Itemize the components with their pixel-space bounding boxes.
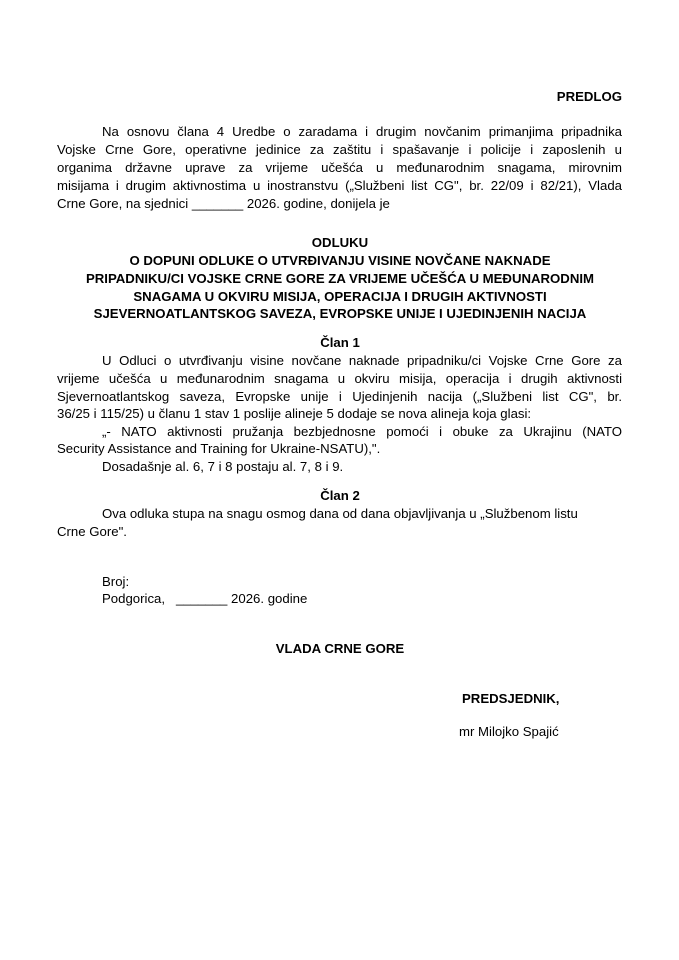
article-1-line: 36/25 i 115/25) u članu 1 stav 1 poslije alineje 5 dodaje se nova alineja koja glasi: [57,406,532,421]
article-1-line: Security Assistance and Training for Ukraine-NSATU),". [57,441,381,456]
proposal-label: PREDLOG [556,89,622,104]
preamble-line: organima državne uprave za vrijeme učešća u međunarodnim snagama, mirovnim [57,160,622,175]
preamble-line: Crne Gore, na sjednici _______ 2026. godine, donijela je [57,196,390,211]
government-signature: VLADA CRNE GORE [275,641,405,656]
number-label: Broj: [102,574,130,589]
article-1-line: „- NATO aktivnosti pružanja bezbjednosne pomoći i obuke za Ukrajinu (NATO [102,424,622,439]
article-1-line: Dosadašnje al. 6, 7 i 8 postaju al. 7, 8 i 9. [102,459,344,474]
preamble-line: Vojske Crne Gore, operativne jedinice za zaštitu i spašavanje i policije i zaposlenih u [57,142,622,157]
preamble-line: Na osnovu člana 4 Uredbe o zaradama i drugim novčanim primanjima pripadnika [102,124,622,139]
president-title: PREDSJEDNIK, [462,691,560,706]
article-1-line: vrijeme učešća u međunarodnim snagama u okviru misija, operacija i drugih aktivnosti [57,371,622,386]
article-1-heading: Član 1 [320,335,360,350]
article-1-line: U Odluci o utvrđivanju visine novčane naknade pripadniku/ci Vojske Crne Gore za [102,353,622,368]
title-line: O DOPUNI ODLUKE O UTVRĐIVANJU VISINE NOVČANE NAKNADE [129,253,551,268]
place-date: Podgorica, _______ 2026. godine [102,591,308,606]
article-1-line: Sjevernoatlantskog saveza, Evropske unije i Ujedinjenih nacija („Službeni list CG", br. [57,389,622,404]
title-line: SJEVERNOATLANTSKOG SAVEZA, EVROPSKE UNIJE I UJEDINJENIH NACIJA [93,306,587,321]
article-2-heading: Član 2 [320,488,360,503]
title-line: PRIPADNIKU/CI VOJSKE CRNE GORE ZA VRIJEME UČEŠĆA U MEĐUNARODNIM [85,271,594,286]
preamble-line: misijama i drugim aktivnostima u inostranstvu („Službeni list CG", br. 22/09 i 82/21), Vlada [57,178,622,193]
president-name: mr Milojko Spajić [459,724,559,739]
title-line: SNAGAMA U OKVIRU MISIJA, OPERACIJA I DRUGIH AKTIVNOSTI [133,289,547,304]
article-2-line: Crne Gore". [57,524,127,539]
article-2-line: Ova odluka stupa na snagu osmog dana od dana objavljivanja u „Službenom listu [102,506,578,521]
title-line: ODLUKU [311,235,369,250]
